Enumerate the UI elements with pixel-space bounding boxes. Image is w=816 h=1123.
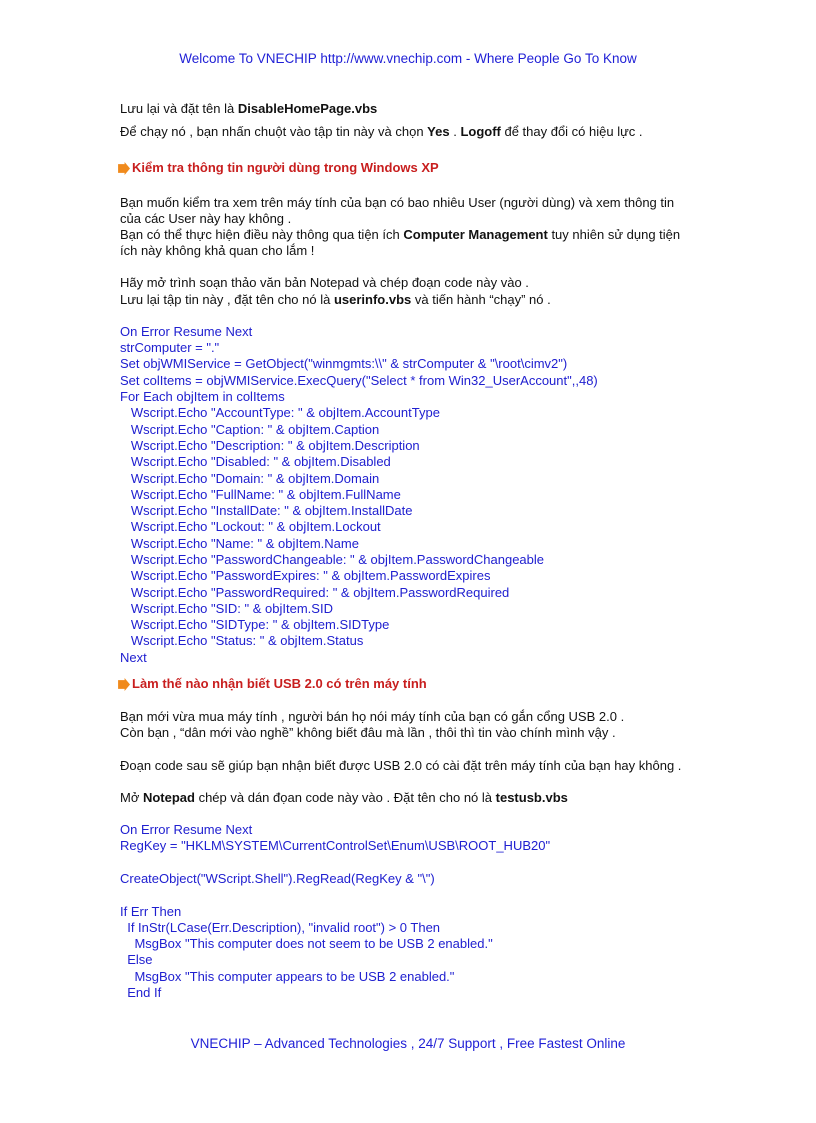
code-line: Wscript.Echo "Name: " & objItem.Name bbox=[120, 535, 359, 551]
code-line: CreateObject("WScript.Shell").RegRead(RegKey & "\") bbox=[120, 870, 435, 886]
section2-paragraph-3: Mở Notepad chép và dán đọan code này vào . Đặt tên cho nó là testusb.vbs bbox=[120, 789, 568, 805]
filename-userinfo: userinfo.vbs bbox=[333, 291, 412, 307]
code-line bbox=[120, 855, 720, 871]
code-line: Next bbox=[120, 649, 147, 665]
section2-paragraph-2: Đoạn code sau sẽ giúp bạn nhận biết được USB 2.0 có cài đặt trên máy tính của bạn hay không . bbox=[120, 757, 682, 773]
code-line: Wscript.Echo "Description: " & objItem.Description bbox=[120, 437, 420, 453]
section-heading-usb: Làm thế nào nhận biết USB 2.0 có trên máy tính bbox=[117, 676, 720, 692]
code-line: Wscript.Echo "PasswordChangeable: " & objItem.PasswordChangeable bbox=[120, 551, 544, 567]
code-line: Set objWMIService = GetObject("winmgmts:\\" & strComputer & "\root\cimv2") bbox=[120, 356, 568, 372]
computer-management-term: Computer Management bbox=[403, 227, 548, 243]
code-line: Wscript.Echo "PasswordExpires: " & objItem.PasswordExpires bbox=[120, 568, 491, 584]
code-line: End If bbox=[120, 985, 162, 1001]
code-line: If InStr(LCase(Err.Description), "invalid root") > 0 Then bbox=[120, 919, 441, 935]
section1-paragraph-1: Bạn muốn kiểm tra xem trên máy tính của bạn có bao nhiêu User (người dùng) và xem thông tin của các User này hay không . Bạn có thể thực hiện điều này thông qua tiện ích Computer Management tuy nhiên sử dụng tiện ích này không khả quan cho lắm ! bbox=[120, 194, 681, 259]
page-footer: VNECHIP – Advanced Technologies , 24/7 Support , Free Fastest Online bbox=[190, 1036, 626, 1051]
code-line: Wscript.Echo "Disabled: " & objItem.Disabled bbox=[120, 454, 391, 470]
code-line: Wscript.Echo "Status: " & objItem.Status bbox=[120, 633, 364, 649]
code-line: Set colItems = objWMIService.ExecQuery("Select * from Win32_UserAccount",,48) bbox=[120, 372, 598, 388]
code-line bbox=[120, 887, 720, 903]
page-header: Welcome To VNECHIP http://www.vnechip.com - Where People Go To Know bbox=[179, 51, 637, 66]
code-line: Wscript.Echo "AccountType: " & objItem.AccountType bbox=[120, 405, 440, 421]
section-heading-user-info: Kiểm tra thông tin người dùng trong Windows XP bbox=[117, 160, 720, 176]
arrow-bullet-icon bbox=[117, 678, 130, 691]
code-line: On Error Resume Next bbox=[120, 822, 253, 838]
code-block-userinfo bbox=[120, 324, 720, 666]
code-line: Wscript.Echo "InstallDate: " & objItem.InstallDate bbox=[120, 503, 413, 519]
code-line: Wscript.Echo "PasswordRequired: " & objItem.PasswordRequired bbox=[120, 584, 510, 600]
code-line: MsgBox "This computer does not seem to be USB 2 enabled." bbox=[120, 936, 493, 952]
code-line: RegKey = "HKLM\SYSTEM\CurrentControlSet\Enum\USB\ROOT_HUB20" bbox=[120, 838, 551, 854]
filename-disablehomepage: DisableHomePage.vbs bbox=[237, 101, 378, 116]
code-line: For Each objItem in colItems bbox=[120, 389, 285, 405]
code-line: On Error Resume Next bbox=[120, 323, 253, 339]
code-line: If Err Then bbox=[120, 903, 182, 919]
code-line: MsgBox "This computer appears to be USB 2 enabled." bbox=[120, 968, 455, 984]
save-instruction: Lưu lại và đặt tên là DisableHomePage.vbs bbox=[120, 101, 378, 116]
code-line: Wscript.Echo "FullName: " & objItem.FullName bbox=[120, 486, 401, 502]
arrow-bullet-icon bbox=[117, 162, 130, 175]
section1-paragraph-2: Hãy mở trình soạn thảo văn bản Notepad và chép đoạn code này vào . Lưu lại tập tin này , đặt tên cho nó là userinfo.vbs và tiến hành “chạy” nó . bbox=[120, 275, 551, 307]
code-line: Wscript.Echo "Lockout: " & objItem.Lockout bbox=[120, 519, 381, 535]
code-line: Wscript.Echo "SIDType: " & objItem.SIDType bbox=[120, 617, 390, 633]
code-line: Else bbox=[120, 952, 153, 968]
filename-testusb: testusb.vbs bbox=[495, 789, 568, 805]
code-line: Wscript.Echo "Caption: " & objItem.Caption bbox=[120, 421, 380, 437]
code-line: strComputer = "." bbox=[120, 340, 220, 356]
code-line: Wscript.Echo "Domain: " & objItem.Domain bbox=[120, 470, 380, 486]
run-instruction: Để chạy nó , bạn nhấn chuột vào tập tin này và chọn Yes . Logoff để thay đổi có hiệu lực . bbox=[120, 124, 643, 140]
page-content bbox=[120, 101, 720, 1001]
code-line: Wscript.Echo "SID: " & objItem.SID bbox=[120, 600, 333, 616]
code-block-testusb bbox=[120, 822, 720, 1001]
section2-paragraph-1: Bạn mới vừa mua máy tính , người bán họ nói máy tính của bạn có gắn cổng USB 2.0 . Còn bạn , “dân mới vào nghề” không biết đâu mà lần , thôi thì tin vào chính mình vậy . bbox=[120, 709, 625, 741]
